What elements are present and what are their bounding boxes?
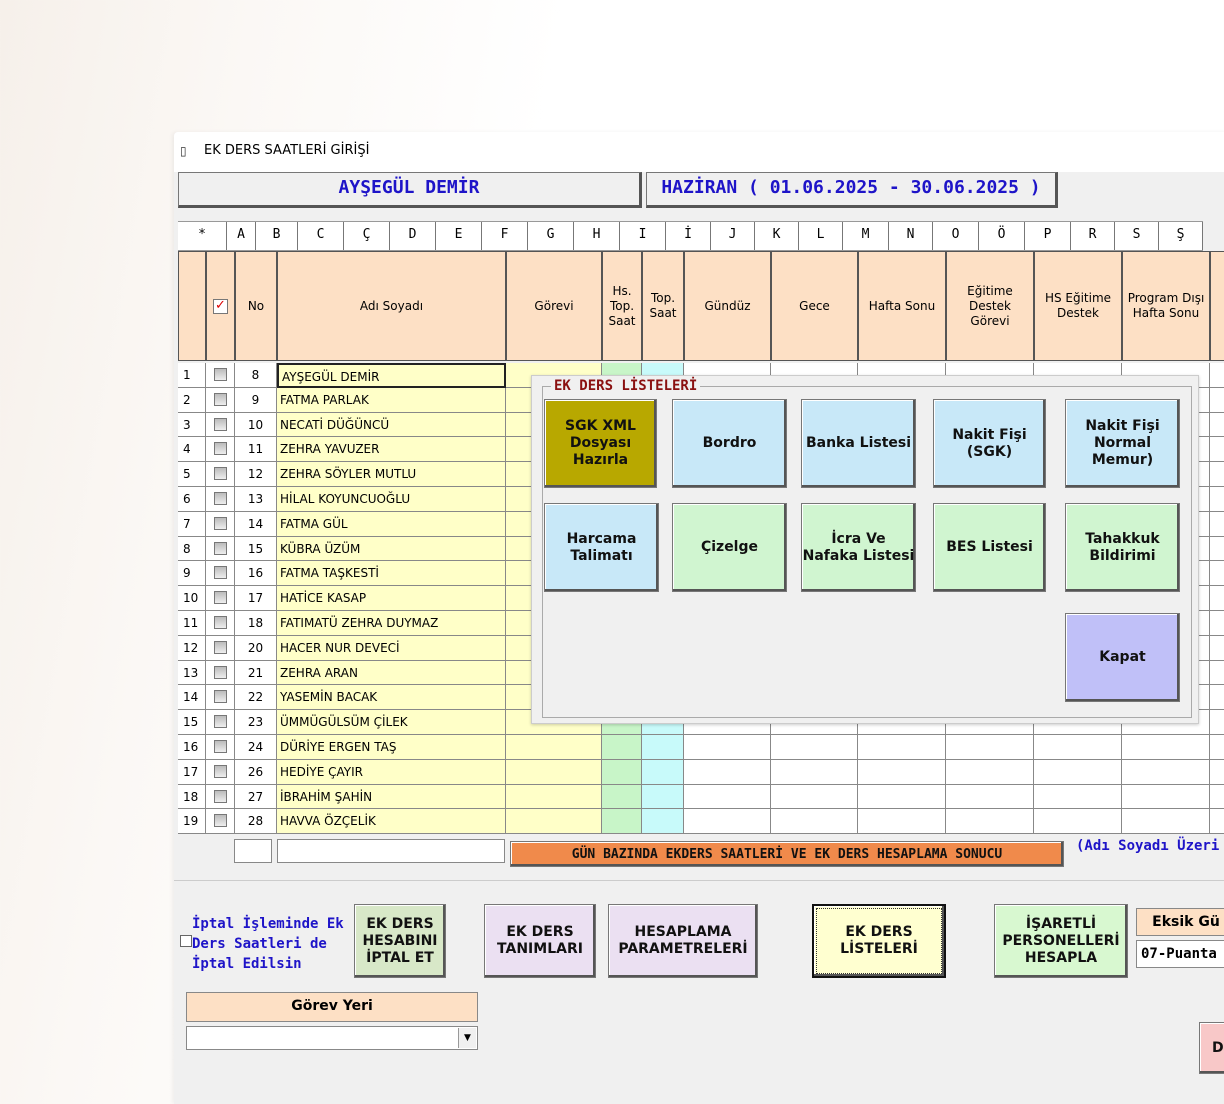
row-edu: [946, 785, 1034, 810]
cancel-hours-label: İptal İşleminde Ek Ders Saatleri de İptal Edilsin: [192, 916, 344, 972]
enforcement-list-button[interactable]: İcra Ve Nafaka Listesi: [801, 503, 916, 592]
header-select-all[interactable]: [206, 251, 235, 361]
row-select[interactable]: [206, 611, 235, 636]
row-index: 1: [178, 363, 206, 388]
row-select[interactable]: [206, 512, 235, 537]
name-filter-input[interactable]: [277, 839, 505, 863]
column-letter-10[interactable]: H: [574, 222, 620, 250]
header-day: Gündüz: [684, 251, 771, 361]
tab-teacher-name[interactable]: AYŞEGÜL DEMİR: [178, 172, 642, 208]
header-rownum: [178, 251, 206, 361]
calc-parameters-button[interactable]: HESAPLAMA PARAMETRELERİ: [608, 904, 758, 978]
row-checkbox[interactable]: [214, 566, 227, 579]
row-extra: [1210, 661, 1224, 686]
row-extra: [1210, 636, 1224, 661]
column-letter-12[interactable]: İ: [666, 222, 711, 250]
row-no: 10: [235, 413, 277, 438]
row-extra: [1210, 809, 1224, 834]
row-select[interactable]: [206, 388, 235, 413]
row-checkbox[interactable]: [214, 666, 227, 679]
header-total: Top. Saat: [642, 251, 684, 361]
column-letter-header: [178, 221, 1203, 251]
row-checkbox[interactable]: [214, 790, 227, 803]
row-no: 8: [235, 363, 277, 388]
row-select[interactable]: [206, 760, 235, 785]
row-index: 12: [178, 636, 206, 661]
duty-place-select[interactable]: [186, 1026, 478, 1050]
row-total: [642, 760, 684, 785]
row-no: 22: [235, 685, 277, 710]
divider: [174, 880, 1224, 881]
row-hs-edu: [1034, 735, 1122, 760]
row-checkbox[interactable]: [214, 542, 227, 555]
row-no: 18: [235, 611, 277, 636]
row-weekend: [858, 785, 946, 810]
row-select[interactable]: [206, 735, 235, 760]
column-letter-20[interactable]: P: [1025, 222, 1071, 250]
row-name[interactable]: FATMA GÜL: [277, 512, 506, 537]
row-index: 8: [178, 537, 206, 562]
row-index: 7: [178, 512, 206, 537]
accrual-notice-button[interactable]: Tahakkuk Bildirimi: [1065, 503, 1180, 592]
row-name[interactable]: HAVVA ÖZÇELİK: [277, 809, 506, 834]
row-extra: [1210, 710, 1224, 735]
row-edu: [946, 760, 1034, 785]
column-letter-11[interactable]: I: [620, 222, 666, 250]
checked-icon[interactable]: ✓: [213, 299, 228, 314]
row-name[interactable]: FATMA TAŞKESTİ: [277, 561, 506, 586]
definitions-button[interactable]: EK DERS TANIMLARI: [484, 904, 596, 978]
row-no: 12: [235, 462, 277, 487]
row-checkbox[interactable]: [214, 814, 227, 827]
header-duty: Görevi: [506, 251, 602, 361]
row-extra: [1210, 785, 1224, 810]
row-day: [684, 760, 771, 785]
column-letter-18[interactable]: O: [933, 222, 979, 250]
column-letter-1[interactable]: *: [178, 222, 227, 250]
row-select[interactable]: [206, 710, 235, 735]
row-total: [642, 735, 684, 760]
row-extra: [1210, 561, 1224, 586]
row-select[interactable]: [206, 487, 235, 512]
row-day: [684, 785, 771, 810]
row-weekend: [858, 809, 946, 834]
row-name[interactable]: HEDİYE ÇAYIR: [277, 760, 506, 785]
row-checkbox[interactable]: [214, 715, 227, 728]
column-letter-15[interactable]: L: [799, 222, 843, 250]
column-letter-9[interactable]: G: [528, 222, 574, 250]
tab-period[interactable]: HAZİRAN ( 01.06.2025 - 30.06.2025 ): [646, 172, 1058, 208]
row-hs-total: [602, 809, 642, 834]
row-extra: [1210, 487, 1224, 512]
row-checkbox[interactable]: [214, 418, 227, 431]
row-select[interactable]: [206, 809, 235, 834]
column-letter-21[interactable]: R: [1071, 222, 1115, 250]
column-letter-4[interactable]: C: [298, 222, 344, 250]
name-hint-text: (Adı Soyadı Üzeri: [1076, 838, 1220, 854]
missing-day-label: Eksik Gü: [1136, 908, 1224, 936]
row-index: 9: [178, 561, 206, 586]
column-letter-8[interactable]: F: [482, 222, 528, 250]
row-extra: [1210, 760, 1224, 785]
column-letter-17[interactable]: N: [889, 222, 933, 250]
row-index: 3: [178, 413, 206, 438]
row-index: 4: [178, 437, 206, 462]
row-name[interactable]: KÜBRA ÜZÜM: [277, 537, 506, 562]
row-index: 14: [178, 685, 206, 710]
row-duty: [506, 809, 602, 834]
row-edu: [946, 809, 1034, 834]
row-select[interactable]: [206, 462, 235, 487]
lists-button[interactable]: EK DERS LİSTELERİ: [812, 904, 946, 978]
row-select[interactable]: [206, 413, 235, 438]
row-checkbox[interactable]: [214, 690, 227, 703]
window-title: EK DERS SAATLERİ GİRİŞİ: [204, 143, 370, 158]
row-prog: [1122, 809, 1210, 834]
header-name: Adı Soyadı: [277, 251, 506, 361]
row-index: 11: [178, 611, 206, 636]
row-name[interactable]: HİLAL KOYUNCUOĞLU: [277, 487, 506, 512]
close-button[interactable]: Kapat: [1065, 613, 1180, 702]
row-extra: [1210, 512, 1224, 537]
row-checkbox[interactable]: [214, 616, 227, 629]
row-night: [771, 735, 858, 760]
row-checkbox[interactable]: [214, 368, 227, 381]
row-name[interactable]: YASEMİN BACAK: [277, 685, 506, 710]
row-select[interactable]: [206, 537, 235, 562]
row-index: 19: [178, 809, 206, 834]
row-total: [642, 809, 684, 834]
missing-day-select[interactable]: 07-Puanta: [1136, 940, 1224, 968]
row-checkbox[interactable]: [214, 765, 227, 778]
row-index: 13: [178, 661, 206, 686]
row-select[interactable]: [206, 685, 235, 710]
cash-slip-normal-button[interactable]: Nakit Fişi Normal Memur): [1065, 399, 1180, 488]
row-index: 10: [178, 586, 206, 611]
header-edu-support: Eğitime Destek Görevi: [946, 251, 1034, 361]
row-hs-total: [602, 735, 642, 760]
header-hs-edu: HS Eğitime Destek: [1034, 251, 1122, 361]
row-hs-edu: [1034, 760, 1122, 785]
row-extra: [1210, 363, 1224, 388]
row-name[interactable]: HATİCE KASAP: [277, 586, 506, 611]
row-no: 17: [235, 586, 277, 611]
row-name[interactable]: AYŞEGÜL DEMİR: [277, 363, 506, 388]
main-window: [174, 132, 1224, 1104]
row-extra: [1210, 413, 1224, 438]
row-name[interactable]: FATIMATÜ ZEHRA DUYMAZ: [277, 611, 506, 636]
row-hs-edu: [1034, 785, 1122, 810]
row-extra: [1210, 586, 1224, 611]
row-name[interactable]: ÜMMÜGÜLSÜM ÇİLEK: [277, 710, 506, 735]
header-weekend: Hafta Sonu: [858, 251, 946, 361]
row-hs-total: [602, 785, 642, 810]
row-no: 24: [235, 735, 277, 760]
row-duty: [506, 785, 602, 810]
row-no: 15: [235, 537, 277, 562]
row-index: 17: [178, 760, 206, 785]
row-name[interactable]: NECATİ DÜĞÜNCÜ: [277, 413, 506, 438]
row-no: 20: [235, 636, 277, 661]
row-day: [684, 809, 771, 834]
row-select[interactable]: [206, 586, 235, 611]
header-no: No: [235, 251, 277, 361]
cancel-calculation-button[interactable]: EK DERS HESABINI İPTAL ET: [354, 904, 446, 978]
row-extra: [1210, 388, 1224, 413]
column-letter-5[interactable]: Ç: [344, 222, 390, 250]
no-filter-input[interactable]: [234, 839, 272, 863]
row-name[interactable]: İBRAHİM ŞAHİN: [277, 785, 506, 810]
row-select[interactable]: [206, 636, 235, 661]
row-extra: [1210, 611, 1224, 636]
row-extra: [1210, 462, 1224, 487]
row-no: 28: [235, 809, 277, 834]
row-no: 26: [235, 760, 277, 785]
row-select[interactable]: [206, 437, 235, 462]
header-program-weekend: Program Dışı Hafta Sonu: [1122, 251, 1210, 361]
cash-slip-sgk-button[interactable]: Nakit Fişi (SGK): [933, 399, 1046, 488]
row-hs-edu: [1034, 809, 1122, 834]
row-hs-total: [602, 760, 642, 785]
row-index: 2: [178, 388, 206, 413]
sgk-xml-button[interactable]: SGK XML Dosyası Hazırla: [544, 399, 657, 488]
row-weekend: [858, 760, 946, 785]
row-checkbox[interactable]: [214, 740, 227, 753]
column-letter-19[interactable]: Ö: [979, 222, 1025, 250]
row-checkbox[interactable]: [214, 467, 227, 480]
lists-popup: [531, 375, 1199, 724]
header-night: Gece: [771, 251, 858, 361]
chevron-down-icon[interactable]: ▼: [458, 1028, 476, 1048]
row-no: 21: [235, 661, 277, 686]
row-name[interactable]: HACER NUR DEVECİ: [277, 636, 506, 661]
row-select[interactable]: [206, 785, 235, 810]
row-checkbox[interactable]: [214, 517, 227, 530]
row-checkbox[interactable]: [214, 492, 227, 505]
duty-place-label: Görev Yeri: [186, 992, 478, 1022]
column-letter-2[interactable]: A: [227, 222, 256, 250]
row-index: 6: [178, 487, 206, 512]
row-no: 11: [235, 437, 277, 462]
row-total: [642, 785, 684, 810]
column-letter-16[interactable]: M: [843, 222, 889, 250]
row-name[interactable]: ZEHRA YAVUZER: [277, 437, 506, 462]
row-prog: [1122, 760, 1210, 785]
row-no: 16: [235, 561, 277, 586]
row-extra: [1210, 685, 1224, 710]
row-no: 27: [235, 785, 277, 810]
row-index: 5: [178, 462, 206, 487]
row-name[interactable]: DÜRİYE ERGEN TAŞ: [277, 735, 506, 760]
row-extra: [1210, 735, 1224, 760]
row-index: 16: [178, 735, 206, 760]
row-name[interactable]: ZEHRA ARAN: [277, 661, 506, 686]
lists-popup-title: EK DERS LİSTELERİ: [551, 378, 700, 394]
row-name[interactable]: FATMA PARLAK: [277, 388, 506, 413]
column-letter-23[interactable]: Ş: [1159, 222, 1203, 250]
row-night: [771, 809, 858, 834]
row-extra: [1210, 437, 1224, 462]
row-no: 14: [235, 512, 277, 537]
schedule-button[interactable]: Çizelge: [672, 503, 787, 592]
row-edu: [946, 735, 1034, 760]
header-hs-total: Hs. Top. Saat: [602, 251, 642, 361]
row-index: 15: [178, 710, 206, 735]
row-day: [684, 735, 771, 760]
row-select[interactable]: [206, 661, 235, 686]
row-duty: [506, 760, 602, 785]
row-prog: [1122, 735, 1210, 760]
row-no: 23: [235, 710, 277, 735]
row-no: 9: [235, 388, 277, 413]
column-letter-13[interactable]: J: [711, 222, 755, 250]
row-night: [771, 760, 858, 785]
cancel-hours-checkbox[interactable]: [180, 935, 192, 947]
row-weekend: [858, 735, 946, 760]
row-checkbox[interactable]: [214, 641, 227, 654]
column-letter-7[interactable]: E: [436, 222, 482, 250]
column-letter-22[interactable]: S: [1115, 222, 1159, 250]
day-based-results-button[interactable]: GÜN BAZINDA EKDERS SAATLERİ VE EK DERS HESAPLAMA SONUCU: [510, 841, 1064, 867]
column-letter-14[interactable]: K: [755, 222, 799, 250]
bes-list-button[interactable]: BES Listesi: [933, 503, 1046, 592]
bank-list-button[interactable]: Banka Listesi: [801, 399, 916, 488]
calc-marked-button[interactable]: İŞARETLİ PERSONELLERİ HESAPLA: [994, 904, 1128, 978]
title-bar: [174, 132, 1224, 172]
row-prog: [1122, 785, 1210, 810]
partial-action-button[interactable]: D: [1199, 1022, 1224, 1074]
row-checkbox[interactable]: [214, 442, 227, 455]
column-letter-3[interactable]: B: [256, 222, 298, 250]
row-select[interactable]: [206, 561, 235, 586]
window-icon: ▯: [180, 144, 187, 158]
bordro-button[interactable]: Bordro: [672, 399, 787, 488]
header-extra: [1210, 251, 1224, 361]
row-index: 18: [178, 785, 206, 810]
row-extra: [1210, 537, 1224, 562]
expense-order-button[interactable]: Harcama Talimatı: [544, 503, 659, 592]
row-duty: [506, 735, 602, 760]
column-letter-6[interactable]: D: [390, 222, 436, 250]
row-no: 13: [235, 487, 277, 512]
row-night: [771, 785, 858, 810]
row-checkbox[interactable]: [214, 591, 227, 604]
row-name[interactable]: ZEHRA SÖYLER MUTLU: [277, 462, 506, 487]
row-checkbox[interactable]: [214, 393, 227, 406]
row-select[interactable]: [206, 363, 235, 388]
